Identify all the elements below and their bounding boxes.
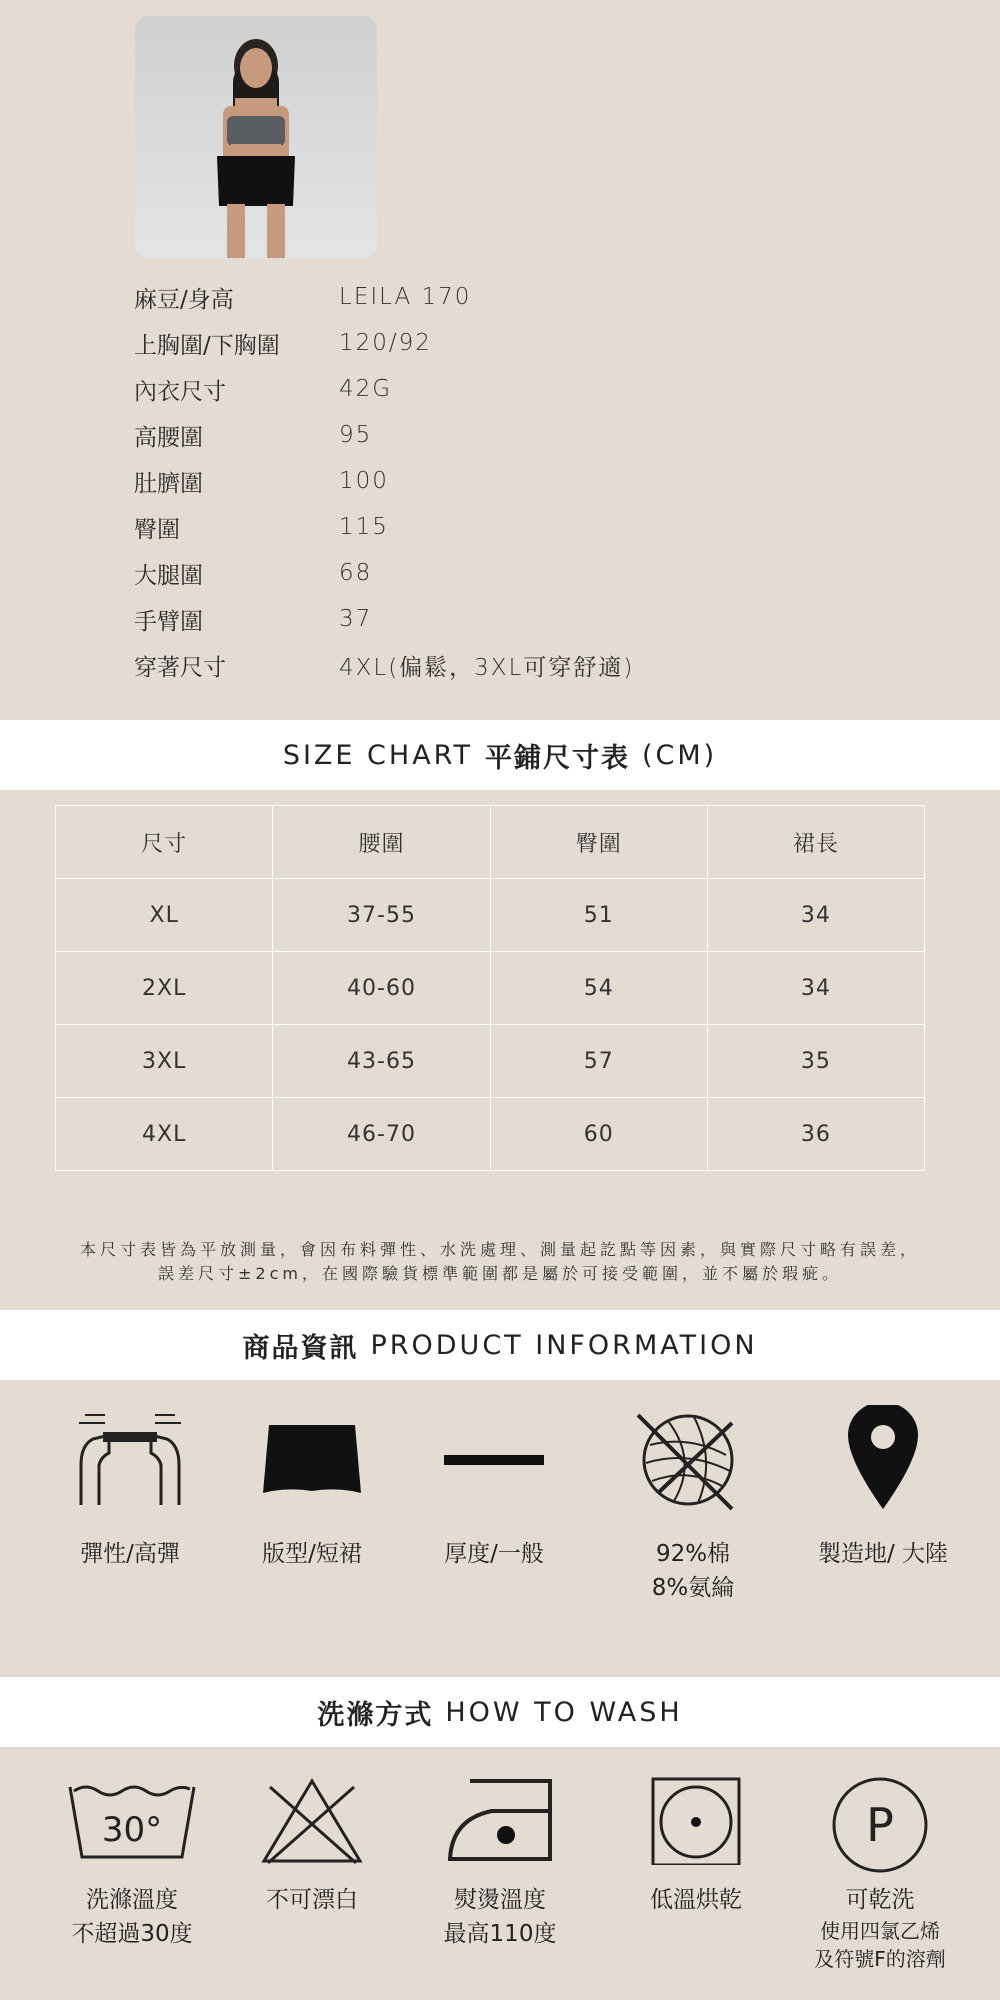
product-info-label: 版型/短裙 [262,1541,362,1567]
table-cell: 57 [490,1025,707,1098]
measure-label: 內衣尺寸 [134,378,226,405]
table-cell: 51 [490,879,707,952]
table-header-cell: 臀圍 [490,806,707,879]
size-chart-banner [0,720,1000,790]
measure-label: 臀圍 [134,516,180,543]
size-chart-unit: (CM) [641,739,718,771]
wash-item [790,1775,970,1973]
skirt-icon [247,1405,377,1515]
measurement-note [20,1238,980,1286]
table-row [56,1098,925,1171]
product-info-banner [0,1310,1000,1380]
model-measurements [134,274,734,688]
measure-row [134,366,734,412]
product-info-item [603,1405,783,1605]
dry-clean-p-icon [810,1775,950,1875]
measure-row [134,458,734,504]
note-line: 誤差尺寸±2cm，在國際驗貨標準範圍都是屬於可接受範圍，並不屬於瑕疵。 [158,1264,842,1283]
product-info-item [404,1405,584,1571]
table-cell: 40-60 [273,952,490,1025]
wash-item [606,1775,786,1917]
measure-row [134,550,734,596]
wash-label: 低溫烘乾 [650,1887,742,1913]
wash-item [410,1775,590,1951]
table-header-cell: 裙長 [707,806,924,879]
yarn-icon [628,1405,758,1515]
table-cell: 4XL [56,1098,273,1171]
tumble-dry-low-icon [626,1775,766,1865]
wash-banner [0,1677,1000,1747]
table-cell: 54 [490,952,707,1025]
measure-label: 大腿圍 [134,562,203,589]
table-header-row [56,806,925,879]
measure-value: 95 [339,422,373,448]
table-row [56,952,925,1025]
wash-label: 最高110度 [443,1921,557,1947]
measure-value: 68 [339,560,373,586]
location-pin-icon [818,1405,948,1515]
measure-value: 100 [339,468,389,494]
note-line: 本尺寸表皆為平放測量，會因布料彈性、水洗處理、測量起訖點等因素，與實際尺寸略有誤差， [79,1240,920,1259]
measure-row [134,642,734,688]
measure-label: 高腰圍 [134,424,203,451]
table-cell: 35 [707,1025,924,1098]
table-cell: 36 [707,1098,924,1171]
size-chart-title-en: SIZE CHART [282,739,473,771]
measure-value: LEILA 170 [339,284,472,310]
no-bleach-icon [242,1775,382,1865]
thickness-icon [429,1405,559,1515]
wash-title-zh: 洗滌方式 [317,1699,434,1731]
table-cell: 46-70 [273,1098,490,1171]
table-cell: 34 [707,879,924,952]
product-info-item [793,1405,973,1571]
measure-label: 穿著尺寸 [134,654,226,681]
table-header-cell: 腰圍 [273,806,490,879]
table-cell: 2XL [56,952,273,1025]
measure-label: 手臂圍 [134,608,203,635]
table-cell: XL [56,879,273,952]
measure-value: 37 [339,606,373,632]
product-info-item [40,1405,220,1571]
wash-item [42,1775,222,1951]
wash-label: 可乾洗 [845,1887,915,1913]
wash-temp-symbol: 30° [101,1810,163,1850]
product-info-label: 厚度/一般 [444,1541,544,1567]
product-info-label: 製造地/ 大陸 [817,1541,949,1567]
product-info-title-en: PRODUCT INFORMATION [370,1329,758,1361]
wash-label: 不可漂白 [266,1887,358,1913]
model-photo [135,16,377,258]
measure-row [134,596,734,642]
wash-label: 使用四氯乙烯 [820,1919,940,1943]
wash-label: 熨燙溫度 [454,1887,546,1913]
stretch-icon [65,1405,195,1515]
table-cell: 60 [490,1098,707,1171]
product-info-label: 92%棉 [655,1541,731,1567]
size-chart-title-zh: 平鋪尺寸表 [484,742,630,774]
product-info-item [222,1405,402,1571]
wash-30-icon [62,1775,202,1865]
table-header-cell: 尺寸 [56,806,273,879]
measure-value: 120/92 [339,330,432,356]
wash-title-en: HOW TO WASH [445,1696,683,1728]
measure-value: 4XL(偏鬆，3XL可穿舒適) [339,654,635,681]
measure-row [134,504,734,550]
measure-label: 上胸圍/下胸圍 [134,332,280,359]
product-info-label: 8%氨綸 [651,1575,735,1601]
measure-value: 42G [339,376,393,402]
wash-label: 洗滌溫度 [86,1887,178,1913]
measure-row [134,274,734,320]
wash-label: 不超過30度 [71,1921,193,1947]
product-info-label: 彈性/高彈 [80,1541,180,1567]
table-row [56,1025,925,1098]
table-cell: 37-55 [273,879,490,952]
product-info-title-zh: 商品資訊 [242,1332,359,1364]
measure-row [134,412,734,458]
measure-value: 115 [339,514,389,540]
measure-label: 肚臍圍 [134,470,203,497]
wash-item [222,1775,402,1917]
size-table [55,805,925,1171]
iron-icon [430,1775,570,1865]
measure-label: 麻豆/身高 [134,286,234,313]
table-cell: 43-65 [273,1025,490,1098]
wash-label: 及符號F的溶劑 [814,1947,946,1971]
table-cell: 3XL [56,1025,273,1098]
table-row [56,879,925,952]
dryclean-symbol: P [866,1798,894,1852]
table-cell: 34 [707,952,924,1025]
measure-row [134,320,734,366]
